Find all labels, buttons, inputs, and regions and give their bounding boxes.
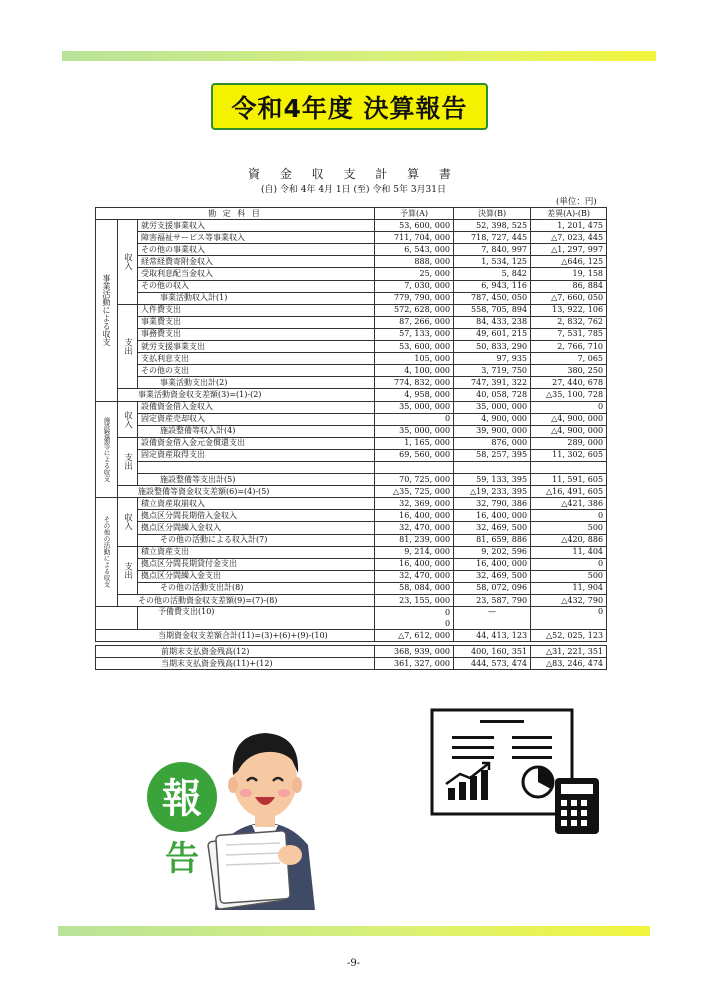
diff-cell: 11, 404 (531, 546, 607, 558)
diff-cell: 500 (531, 522, 607, 534)
budget-cell: 35, 000, 000 (375, 425, 454, 437)
diff-cell: △4, 900, 000 (531, 425, 607, 437)
actual-cell: 84, 433, 238 (454, 316, 531, 328)
section-facility: 施設整備等による収支 (96, 401, 118, 498)
actual-cell: 9, 202, 596 (454, 546, 531, 558)
actual-cell: 58, 257, 395 (454, 449, 531, 461)
badge-top-char: 報 (162, 776, 202, 822)
row-label: 施設整備等資金収支差額(6)=(4)-(5) (118, 486, 375, 498)
blank-cell (454, 461, 531, 473)
table-row (96, 425, 607, 437)
actual-cell: 718, 727, 445 (454, 232, 531, 244)
actual-cell: 5, 842 (454, 268, 531, 280)
diff-cell: 0 (531, 510, 607, 522)
table-row (96, 256, 607, 268)
balance-table (95, 645, 607, 670)
table-header-row (96, 208, 607, 220)
budget-cell: 888, 000 (375, 256, 454, 268)
report-badge-icon (147, 762, 217, 879)
budget-cell: △7, 612, 000 (375, 630, 454, 642)
row-label: 積立資産取崩収入 (138, 498, 375, 510)
budget-cell: 32, 369, 000 (375, 498, 454, 510)
row-label: 拠点区分間繰入金支出 (138, 570, 375, 582)
section-income: 収入 (118, 498, 138, 546)
budget-cell: 572, 628, 000 (375, 304, 454, 316)
row-label: 当期末支払資金残高(11)+(12) (96, 658, 375, 670)
diff-cell: 11, 302, 605 (531, 449, 607, 461)
row-label: 施設整備等収入計(4) (138, 425, 375, 437)
table-row (96, 244, 607, 256)
budget-cell: 57, 133, 000 (375, 328, 454, 340)
row-label: 人件費支出 (138, 304, 375, 316)
diff-cell: △83, 246, 474 (531, 658, 607, 670)
row-label: 設備資金借入金元金償還支出 (138, 437, 375, 449)
budget-cell: 32, 470, 000 (375, 570, 454, 582)
papers-icon (208, 831, 291, 910)
diff-cell: 0 (531, 401, 607, 413)
row-label: 事業活動資金収支差額(3)=(1)-(2) (118, 389, 375, 401)
diff-cell: △7, 023, 445 (531, 232, 607, 244)
diff-cell: 1, 201, 475 (531, 220, 607, 232)
budget-cell: 774, 832, 000 (375, 377, 454, 389)
actual-cell: 16, 400, 000 (454, 558, 531, 570)
diff-cell: △432, 790 (531, 595, 607, 607)
budget-cell: 6, 543, 000 (375, 244, 454, 256)
row-label: 固定資産売却収入 (138, 413, 375, 425)
header-account: 勘 定 科 目 (96, 208, 375, 220)
diff-cell: △35, 100, 728 (531, 389, 607, 401)
table-row (96, 292, 607, 304)
budget-cell: 0 (375, 607, 454, 619)
cash-flow-table (95, 207, 607, 642)
budget-cell: 16, 400, 000 (375, 558, 454, 570)
row-label: 障害福祉サービス等事業収入 (138, 232, 375, 244)
actual-cell: △19, 233, 395 (454, 486, 531, 498)
page-number: -9- (346, 958, 361, 969)
row-label: 当期資金収支差額合計(11)=(3)+(6)+(9)-(10) (96, 630, 375, 642)
table-row (96, 546, 607, 558)
diff-cell: 0 (531, 607, 607, 630)
row-label: 拠点区分間長期借入金収入 (138, 510, 375, 522)
header-actual: 決算(B) (454, 208, 531, 220)
actual-cell: 787, 450, 050 (454, 292, 531, 304)
row-label: その他の活動資金収支差額(9)=(7)-(8) (118, 595, 375, 607)
actual-cell: 97, 935 (454, 353, 531, 365)
diff-cell: △1, 297, 997 (531, 244, 607, 256)
budget-cell: 4, 100, 000 (375, 365, 454, 377)
section-expense: 支出 (118, 304, 138, 389)
diff-cell: 86, 884 (531, 280, 607, 292)
actual-cell: 32, 469, 500 (454, 522, 531, 534)
row-label: 予備費支出(10) (138, 607, 375, 630)
header-diff: 差異(A)-(B) (531, 208, 607, 220)
page-title: 令和4年度 決算報告 (211, 83, 488, 130)
row-label: 経常経費寄附金収入 (138, 256, 375, 268)
header-budget: 予算(A) (375, 208, 454, 220)
bottom-decor-band (58, 926, 650, 936)
actual-cell: 49, 601, 215 (454, 328, 531, 340)
budget-cell: 16, 400, 000 (375, 510, 454, 522)
actual-cell: 44, 413, 123 (454, 630, 531, 642)
budget-cell: 53, 600, 000 (375, 220, 454, 232)
badge-bottom-char: 告 (165, 839, 199, 879)
diff-cell: 19, 158 (531, 268, 607, 280)
budget-cell: 7, 030, 000 (375, 280, 454, 292)
diff-cell: 11, 591, 605 (531, 474, 607, 486)
actual-cell: — (454, 607, 531, 630)
row-label: 支払利息支出 (138, 353, 375, 365)
table-row (96, 630, 607, 642)
table-row (96, 522, 607, 534)
unit-label: (単位：円) (556, 197, 597, 207)
diff-cell: 2, 832, 762 (531, 316, 607, 328)
diff-cell: 2, 766, 710 (531, 341, 607, 353)
chart-board-illustration (430, 708, 610, 836)
actual-cell: 3, 719, 750 (454, 365, 531, 377)
budget-cell: 53, 600, 000 (375, 341, 454, 353)
table-row (96, 328, 607, 340)
actual-cell: 4, 900, 000 (454, 413, 531, 425)
table-row (96, 449, 607, 461)
row-label: その他の事業収入 (138, 244, 375, 256)
actual-cell: 58, 072, 096 (454, 582, 531, 594)
table-row-blank (96, 461, 607, 473)
table-row (96, 582, 607, 594)
section-income: 収入 (118, 401, 138, 437)
row-label: 事務費支出 (138, 328, 375, 340)
row-label: 施設整備等支出計(5) (138, 474, 375, 486)
calculator-icon (555, 778, 599, 834)
table-row (96, 498, 607, 510)
diff-cell: 500 (531, 570, 607, 582)
budget-cell: 361, 327, 000 (375, 658, 454, 670)
table-row (96, 646, 607, 658)
row-label: 前期末支払資金残高(12) (96, 646, 375, 658)
table-row (96, 365, 607, 377)
actual-cell: 16, 400, 000 (454, 510, 531, 522)
diff-cell: 380, 250 (531, 365, 607, 377)
table-row (96, 658, 607, 670)
budget-cell: 0 (375, 413, 454, 425)
budget-cell: 9, 214, 000 (375, 546, 454, 558)
row-label: 積立資産支出 (138, 546, 375, 558)
blank-cell (375, 461, 454, 473)
diff-cell: △52, 025, 123 (531, 630, 607, 642)
actual-cell: 876, 000 (454, 437, 531, 449)
diff-cell: 11, 904 (531, 582, 607, 594)
actual-cell: 6, 943, 116 (454, 280, 531, 292)
diff-cell: 289, 000 (531, 437, 607, 449)
row-label: 就労支援事業収入 (138, 220, 375, 232)
table-row (96, 413, 607, 425)
diff-cell: △4, 900, 000 (531, 413, 607, 425)
actual-cell: 81, 659, 886 (454, 534, 531, 546)
section-expense: 支出 (118, 546, 138, 594)
actual-cell: 400, 160, 351 (454, 646, 531, 658)
table-row (96, 304, 607, 316)
table-row (96, 437, 607, 449)
blank-cell (96, 607, 138, 630)
budget-cell: 32, 470, 000 (375, 522, 454, 534)
table-row (96, 280, 607, 292)
budget-cell: 69, 560, 000 (375, 449, 454, 461)
budget-cell: 105, 000 (375, 353, 454, 365)
table-row (96, 268, 607, 280)
budget-cell: 779, 790, 000 (375, 292, 454, 304)
table-row (96, 401, 607, 413)
actual-cell: 747, 391, 322 (454, 377, 531, 389)
table-row (96, 220, 607, 232)
table-row (96, 607, 607, 619)
table-row (96, 486, 607, 498)
row-label: その他の活動支出計(8) (138, 582, 375, 594)
actual-cell: 23, 587, 790 (454, 595, 531, 607)
budget-cell: 0 (375, 618, 454, 630)
row-label: 設備資金借入金収入 (138, 401, 375, 413)
table-row (96, 474, 607, 486)
table-row (96, 232, 607, 244)
actual-cell: 7, 840, 997 (454, 244, 531, 256)
actual-cell: 52, 398, 525 (454, 220, 531, 232)
budget-cell: 25, 000 (375, 268, 454, 280)
actual-cell: 444, 573, 474 (454, 658, 531, 670)
row-label: 事業費支出 (138, 316, 375, 328)
diff-cell: 13, 922, 106 (531, 304, 607, 316)
table-row (96, 353, 607, 365)
table-row (96, 316, 607, 328)
diff-cell: △420, 886 (531, 534, 607, 546)
businessman-report-illustration (140, 705, 340, 910)
diff-cell: 7, 531, 785 (531, 328, 607, 340)
row-label: その他の活動による収入計(7) (138, 534, 375, 546)
row-label: 拠点区分間長期貸付金支出 (138, 558, 375, 570)
diff-cell: △646, 125 (531, 256, 607, 268)
diff-cell: 7, 065 (531, 353, 607, 365)
budget-cell: △35, 725, 000 (375, 486, 454, 498)
row-label: その他の支出 (138, 365, 375, 377)
budget-cell: 711, 704, 000 (375, 232, 454, 244)
diff-cell: △16, 491, 605 (531, 486, 607, 498)
actual-cell: 558, 705, 894 (454, 304, 531, 316)
row-label: 固定資産取得支出 (138, 449, 375, 461)
budget-cell: 23, 155, 000 (375, 595, 454, 607)
blank-cell (531, 461, 607, 473)
section-business: 事業活動による収支 (96, 220, 118, 401)
row-label: 事業活動収入計(1) (138, 292, 375, 304)
row-label: 受取利息配当金収入 (138, 268, 375, 280)
actual-cell: 40, 058, 728 (454, 389, 531, 401)
budget-cell: 81, 239, 000 (375, 534, 454, 546)
table-row (96, 510, 607, 522)
budget-cell: 35, 000, 000 (375, 401, 454, 413)
table-row (96, 595, 607, 607)
section-expense: 支出 (118, 437, 138, 485)
document-period: (自) 令和 4年 4月 1日 (至) 令和 5年 3月31日 (260, 185, 446, 195)
row-label: 就労支援事業支出 (138, 341, 375, 353)
table-row (96, 570, 607, 582)
row-label: 拠点区分間繰入金収入 (138, 522, 375, 534)
budget-cell: 1, 165, 000 (375, 437, 454, 449)
budget-cell: 368, 939, 000 (375, 646, 454, 658)
budget-cell: 70, 725, 000 (375, 474, 454, 486)
section-income: 収入 (118, 220, 138, 305)
diff-cell: 0 (531, 558, 607, 570)
actual-cell: 39, 900, 000 (454, 425, 531, 437)
table-row (96, 389, 607, 401)
diff-cell: △7, 660, 050 (531, 292, 607, 304)
pie-chart-icon (523, 767, 553, 797)
actual-cell: 59, 133, 395 (454, 474, 531, 486)
actual-cell: 35, 000, 000 (454, 401, 531, 413)
document-title: 資 金 収 支 計 算 書 (248, 167, 459, 181)
diff-cell: △31, 221, 351 (531, 646, 607, 658)
table-row (96, 558, 607, 570)
diff-cell: 27, 440, 678 (531, 377, 607, 389)
actual-cell: 1, 534, 125 (454, 256, 531, 268)
actual-cell: 50, 833, 290 (454, 341, 531, 353)
table-row (96, 377, 607, 389)
top-decor-band (62, 51, 656, 61)
blank-cell (138, 461, 375, 473)
table-row (96, 534, 607, 546)
budget-cell: 58, 084, 000 (375, 582, 454, 594)
budget-cell: 4, 958, 000 (375, 389, 454, 401)
table-row (96, 341, 607, 353)
section-other: その他の活動による収支 (96, 498, 118, 607)
actual-cell: 32, 469, 500 (454, 570, 531, 582)
row-label: 事業活動支出計(2) (138, 377, 375, 389)
diff-cell: △421, 386 (531, 498, 607, 510)
row-label: その他の収入 (138, 280, 375, 292)
actual-cell: 32, 790, 386 (454, 498, 531, 510)
budget-cell: 87, 266, 000 (375, 316, 454, 328)
